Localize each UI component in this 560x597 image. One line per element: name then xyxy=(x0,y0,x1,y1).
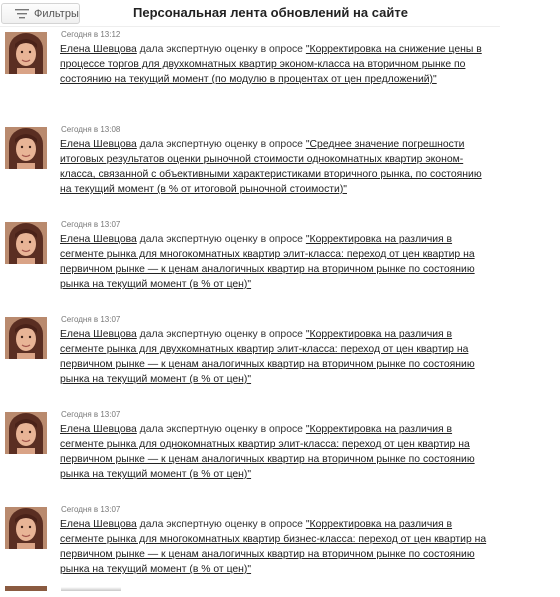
timestamp: Сегодня в 13:07 xyxy=(61,315,121,324)
author-link[interactable]: Елена Шевцова xyxy=(60,44,137,55)
action-text: дала экспертную оценку в опросе xyxy=(136,424,306,435)
author-link[interactable]: Елена Шевцова xyxy=(60,329,137,340)
feed-item xyxy=(0,217,560,312)
timestamp: Сегодня в 13:12 xyxy=(61,30,121,39)
poll-link[interactable]: "Корректировка на различия в сегменте рынка для многокомнатных квартир бизнес-класса: переход от цен квартир на первичном рынке — к ценам аналогичных квартир на вторичном рынке по состоянию рынка на текущий момент (в % от цен)" xyxy=(60,519,487,575)
filter-lines-icon xyxy=(15,8,29,19)
timestamp: Сегодня в 13:08 xyxy=(61,125,121,134)
filters-button[interactable] xyxy=(1,3,80,24)
avatar[interactable] xyxy=(5,507,47,549)
author-link[interactable]: Елена Шевцова xyxy=(60,139,137,150)
feed-item xyxy=(0,27,560,122)
item-text xyxy=(60,422,490,482)
author-link[interactable]: Елена Шевцова xyxy=(60,519,137,530)
item-text xyxy=(60,517,490,577)
timestamp: Сегодня в 13:07 xyxy=(61,410,121,419)
timestamp: Сегодня в 13:07 xyxy=(61,505,121,514)
action-text: дала экспертную оценку в опросе xyxy=(136,234,306,245)
poll-link[interactable]: "Корректировка на различия в сегменте рынка для однокомнатных квартир элит-класса: переход от цен квартир на первичном рынке — к ценам аналогичных квартир на вторичном рынке по состоянию рынка на текущий момент (в % от цен)" xyxy=(60,424,475,480)
poll-link[interactable]: "Среднее значение погрешности итоговых результатов оценки рыночной стоимости однокомнатных квартир эконом-класса, связанной с объективными характеристиками вторичного рынка, по состоянию на текущий момент (в % от итоговой рыночной стоимости)" xyxy=(60,139,482,195)
poll-link[interactable]: "Корректировка на различия в сегменте рынка для двухкомнатных квартир элит-класса: переход от цен квартир на первичном рынке — к ценам аналогичных квартир на вторичном рынке по состоянию рынка на текущий момент (в % от цен)" xyxy=(60,329,475,385)
item-text xyxy=(60,232,490,292)
timestamp-partial xyxy=(61,587,121,591)
avatar[interactable] xyxy=(5,412,47,454)
poll-link[interactable]: "Корректировка на снижение цены в процессе торгов для двухкомнатных квартир эконом-класса на вторичном рынке по состоянию на текущий момент (по модулю в процентах от цен предложений)" xyxy=(60,44,482,85)
timestamp: Сегодня в 13:07 xyxy=(61,220,121,229)
page-title: Персональная лента обновлений на сайте xyxy=(133,5,408,20)
action-text: дала экспертную оценку в опросе xyxy=(136,139,306,150)
item-text xyxy=(60,327,490,387)
activity-feed xyxy=(0,27,560,597)
feed-item xyxy=(0,312,560,407)
avatar-partial xyxy=(5,586,47,591)
action-text: дала экспертную оценку в опросе xyxy=(136,329,306,340)
feed-item xyxy=(0,407,560,502)
avatar[interactable] xyxy=(5,32,47,74)
item-text xyxy=(60,42,490,87)
author-link[interactable]: Елена Шевцова xyxy=(60,424,137,435)
feed-item xyxy=(0,122,560,217)
author-link[interactable]: Елена Шевцова xyxy=(60,234,137,245)
poll-link[interactable]: "Корректировка на различия в сегменте рынка для многокомнатных квартир элит-класса: переход от цен квартир на первичном рынке — к ценам аналогичных квартир на вторичном рынке по состоянию рынка на текущий момент (в % от цен)" xyxy=(60,234,475,290)
filters-button-label: Фильтры xyxy=(34,7,79,20)
action-text: дала экспертную оценку в опросе xyxy=(136,44,306,55)
action-text: дала экспертную оценку в опросе xyxy=(136,519,306,530)
item-text xyxy=(60,137,490,197)
feed-item xyxy=(0,502,560,597)
avatar[interactable] xyxy=(5,127,47,169)
avatar[interactable] xyxy=(5,317,47,359)
avatar[interactable] xyxy=(5,222,47,264)
